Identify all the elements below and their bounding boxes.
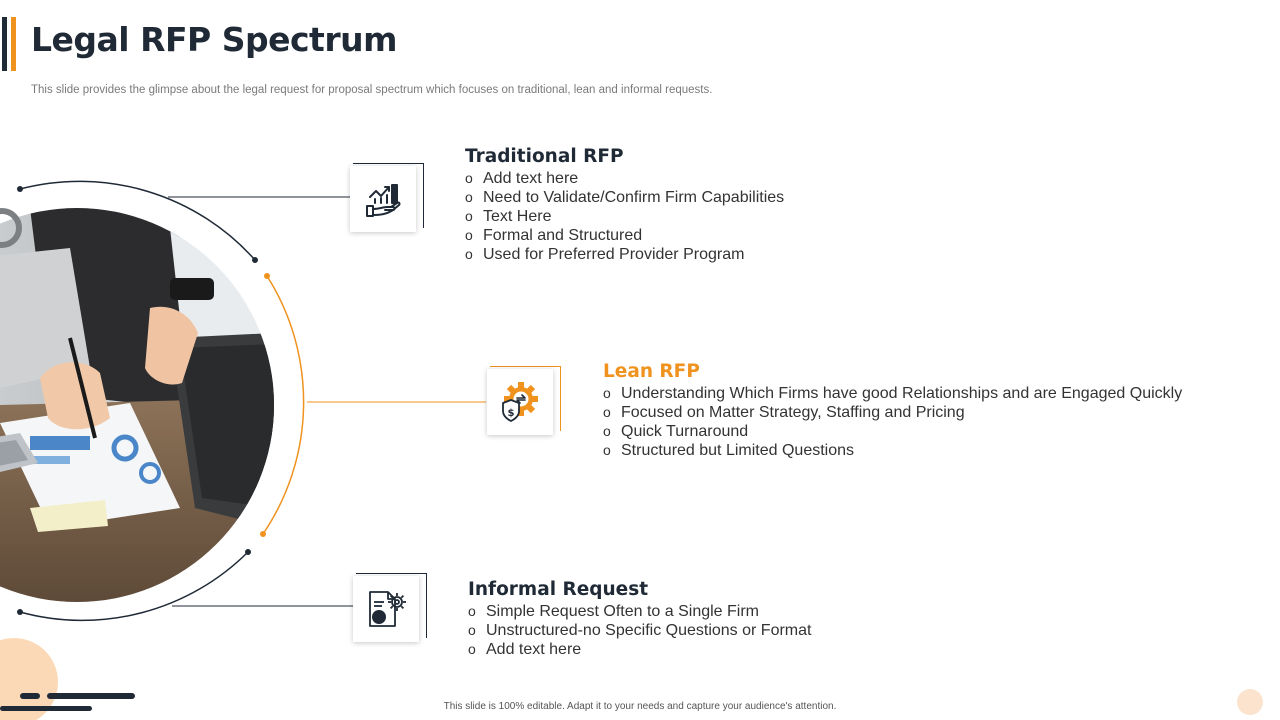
lean-rfp-heading: Lean RFP — [603, 361, 700, 382]
footer-bar-long — [47, 693, 135, 699]
list-item: o Used for Preferred Provider Program — [465, 245, 784, 264]
traditional-rfp-heading: Traditional RFP — [465, 146, 624, 167]
section-traditional-rfp — [465, 146, 784, 264]
section-lean-rfp — [603, 361, 1182, 460]
gear-dollar-icon — [497, 379, 543, 425]
section-informal-request — [468, 579, 811, 659]
footer-note: This slide is 100% editable. Adapt it to your needs and capture your audience's attention. — [443, 701, 837, 712]
list-item: o Text Here — [465, 207, 784, 226]
traditional-icon-box — [350, 166, 416, 232]
list-item: o Unstructured-no Specific Questions or Format — [468, 621, 811, 640]
hand-growth-icon — [363, 179, 403, 219]
informal-request-list — [468, 602, 811, 659]
list-item: o Add text here — [465, 169, 784, 188]
informal-request-heading: Informal Request — [468, 579, 649, 600]
lean-rfp-list — [603, 384, 1182, 460]
svg-text:$: $ — [507, 408, 515, 419]
document-gear-icon — [365, 588, 407, 630]
list-item: o Simple Request Often to a Single Firm — [468, 602, 811, 621]
list-item: o Need to Validate/Confirm Firm Capabilities — [465, 188, 784, 207]
traditional-rfp-list — [465, 169, 784, 264]
footer-bar-short — [20, 693, 40, 699]
lean-icon-box — [487, 369, 553, 435]
list-item: o Structured but Limited Questions — [603, 441, 1182, 460]
informal-icon-box — [353, 576, 419, 642]
page-title: Legal RFP Spectrum — [31, 20, 397, 59]
page-subtitle: This slide provides the glimpse about the legal request for proposal spectrum which focuses on traditional, lean and informal requests. — [31, 84, 713, 96]
list-item: o Focused on Matter Strategy, Staffing and Pricing — [603, 403, 1182, 422]
list-item: o Understanding Which Firms have good Relationships and are Engaged Quickly — [603, 384, 1182, 403]
list-item: o Add text here — [468, 640, 811, 659]
list-item: o Quick Turnaround — [603, 422, 1182, 441]
list-item: o Formal and Structured — [465, 226, 784, 245]
